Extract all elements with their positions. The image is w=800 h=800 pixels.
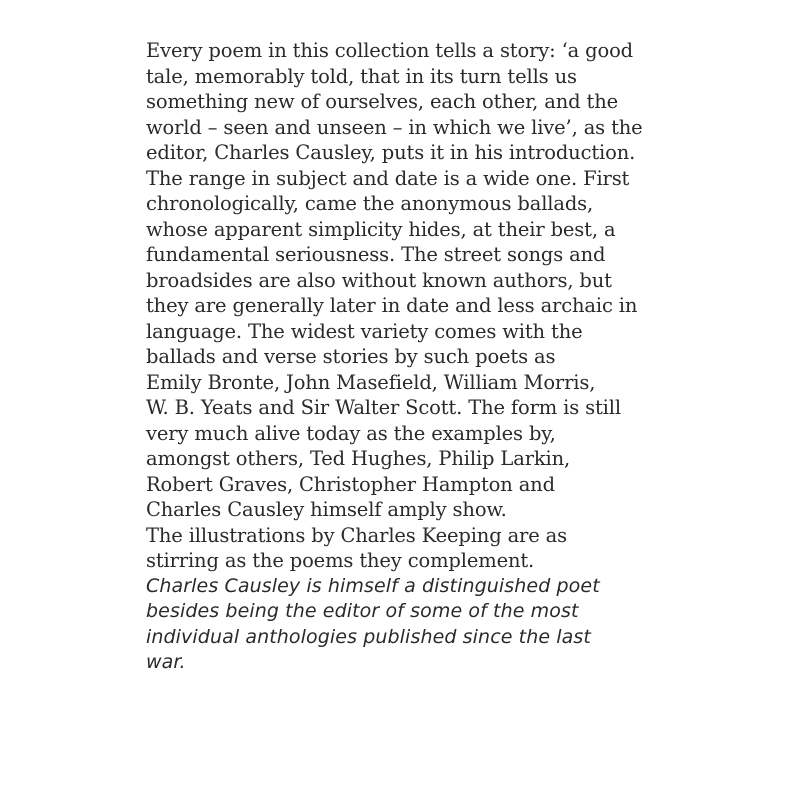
text-line: broadsides are also without known authors, but [146,268,612,292]
text-line: very much alive today as the examples by, [146,421,556,445]
text-line: chronologically, came the anonymous ballads, [146,192,594,215]
author-note [146,574,706,676]
text-line: whose apparent simplicity hides, at their best, a [146,217,616,241]
text-line: stirring as the poems they complement. [146,549,535,572]
text-line: tale, memorably told, that in its turn tells us [146,64,577,88]
blurb-text [146,38,706,676]
text-line: war. [146,651,186,673]
text-line: Charles Causley is himself a distinguished poet [146,574,600,597]
text-line: they are generally later in date and less archaic in [146,294,638,317]
text-line: ballads and verse stories by such poets as [146,345,556,368]
text-line: editor, Charles Causley, puts it in his introduction. [146,141,636,164]
text-line: The range in subject and date is a wide one. First [146,166,630,190]
text-line: amongst others, Ted Hughes, Philip Larkin, [146,447,571,470]
text-line: Emily Bronte, John Masefield, William Morris, [146,370,596,394]
text-line: fundamental seriousness. The street songs and [146,243,606,266]
paragraph-illustrations [146,523,706,574]
text-line: language. The widest variety comes with the [146,319,583,343]
text-line: individual anthologies published since the last [146,625,591,648]
text-line: something new of ourselves, each other, and the [146,90,619,113]
text-line: Every poem in this collection tells a story: ‘a good [146,39,634,62]
text-line: The illustrations by Charles Keeping are as [146,523,567,547]
text-line: besides being the editor of some of the most [146,600,579,622]
text-line: Robert Graves, Christopher Hampton and [146,472,555,496]
text-line: W. B. Yeats and Sir Walter Scott. The form is still [146,396,621,419]
paragraph-intro [146,38,706,523]
text-line: world – seen and unseen – in which we live’, as the [146,115,643,139]
text-line: Charles Causley himself amply show. [146,498,507,521]
